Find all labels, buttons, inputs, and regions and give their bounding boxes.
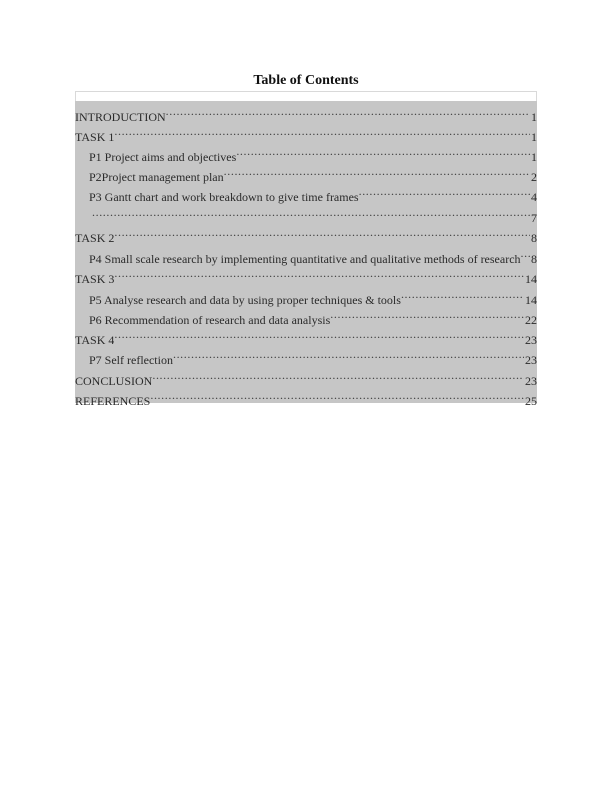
toc-page-number: 23 — [525, 333, 537, 347]
toc-dot-leader — [224, 161, 530, 181]
toc-entry-task-3[interactable] — [75, 263, 537, 286]
toc-entry-conclusion[interactable] — [75, 365, 537, 388]
toc-entry-introduction[interactable] — [75, 101, 537, 124]
toc-entry-p3[interactable] — [75, 181, 537, 204]
toc-entry-label: P7 Self reflection — [89, 353, 173, 367]
toc-dot-leader — [401, 284, 524, 304]
toc-entry-label: TASK 2 — [75, 231, 115, 245]
toc-entry-label: P6 Recommendation of research and data analysis — [89, 313, 331, 327]
toc-entry-label: TASK 1 — [75, 130, 115, 144]
toc-entry-task-2[interactable] — [75, 222, 537, 245]
toc-dot-leader — [92, 202, 530, 222]
toc-entry-label: P3 Gantt chart and work breakdown to give time frames — [89, 190, 359, 204]
toc-entry-task-1[interactable] — [75, 121, 537, 144]
toc-dot-leader — [152, 365, 524, 385]
toc-dot-leader — [166, 101, 530, 121]
toc-dot-leader — [330, 304, 524, 324]
toc-page-number: 23 — [525, 374, 537, 388]
toc-page-number: 25 — [525, 394, 537, 408]
toc-dot-leader — [236, 141, 530, 161]
toc-entry-label: INTRODUCTION — [75, 110, 166, 124]
toc-entry-label: P1 Project aims and objectives — [89, 150, 237, 164]
toc-entry-task-4[interactable] — [75, 324, 537, 347]
toc-entry-label: P2Project management plan — [89, 170, 224, 184]
toc-page-number: 2 — [531, 170, 537, 184]
toc-entry-p3-continued[interactable] — [75, 202, 537, 225]
toc-page-number: 1 — [531, 110, 537, 124]
toc-page-number: 7 — [531, 211, 537, 225]
toc-entry-label: REFERENCES — [75, 394, 151, 408]
page-title: Table of Contents — [253, 73, 359, 88]
toc-dot-leader — [150, 385, 524, 405]
toc-page-number: 22 — [525, 313, 537, 327]
toc-dot-leader — [521, 243, 530, 263]
toc-dot-leader — [359, 181, 530, 201]
toc-entry-p7[interactable] — [75, 344, 537, 367]
toc-dot-leader — [114, 324, 524, 344]
toc-dot-leader — [114, 121, 530, 141]
toc-page-number: 1 — [531, 130, 537, 144]
toc-page-number: 4 — [531, 190, 537, 204]
toc-dot-leader — [114, 263, 524, 283]
toc-entry-p2[interactable] — [75, 161, 537, 184]
toc-entry-references[interactable] — [75, 385, 537, 408]
toc-page-number: 1 — [531, 150, 537, 164]
toc-page-number: 14 — [525, 272, 537, 286]
toc-entry-p5[interactable] — [75, 284, 537, 307]
toc-page-number: 23 — [525, 353, 537, 367]
toc-dot-leader — [173, 344, 524, 364]
toc-entry-label: P4 Small scale research by implementing quantitative and qualitative methods of research — [89, 252, 521, 266]
toc-entry-label: TASK 3 — [75, 272, 115, 286]
toc-entry-label: TASK 4 — [75, 333, 115, 347]
toc-entry-p4[interactable] — [75, 243, 537, 266]
toc-page-number: 8 — [531, 252, 537, 266]
toc-entry-p6[interactable] — [75, 304, 537, 327]
toc-entry-label: P5 Analyse research and data by using proper techniques & tools — [89, 293, 401, 307]
toc-page-number: 14 — [525, 293, 537, 307]
toc-page-number: 8 — [531, 231, 537, 245]
toc-dot-leader — [114, 222, 530, 242]
toc-entry-p1[interactable] — [75, 141, 537, 164]
toc-entry-label: CONCLUSION — [75, 374, 153, 388]
